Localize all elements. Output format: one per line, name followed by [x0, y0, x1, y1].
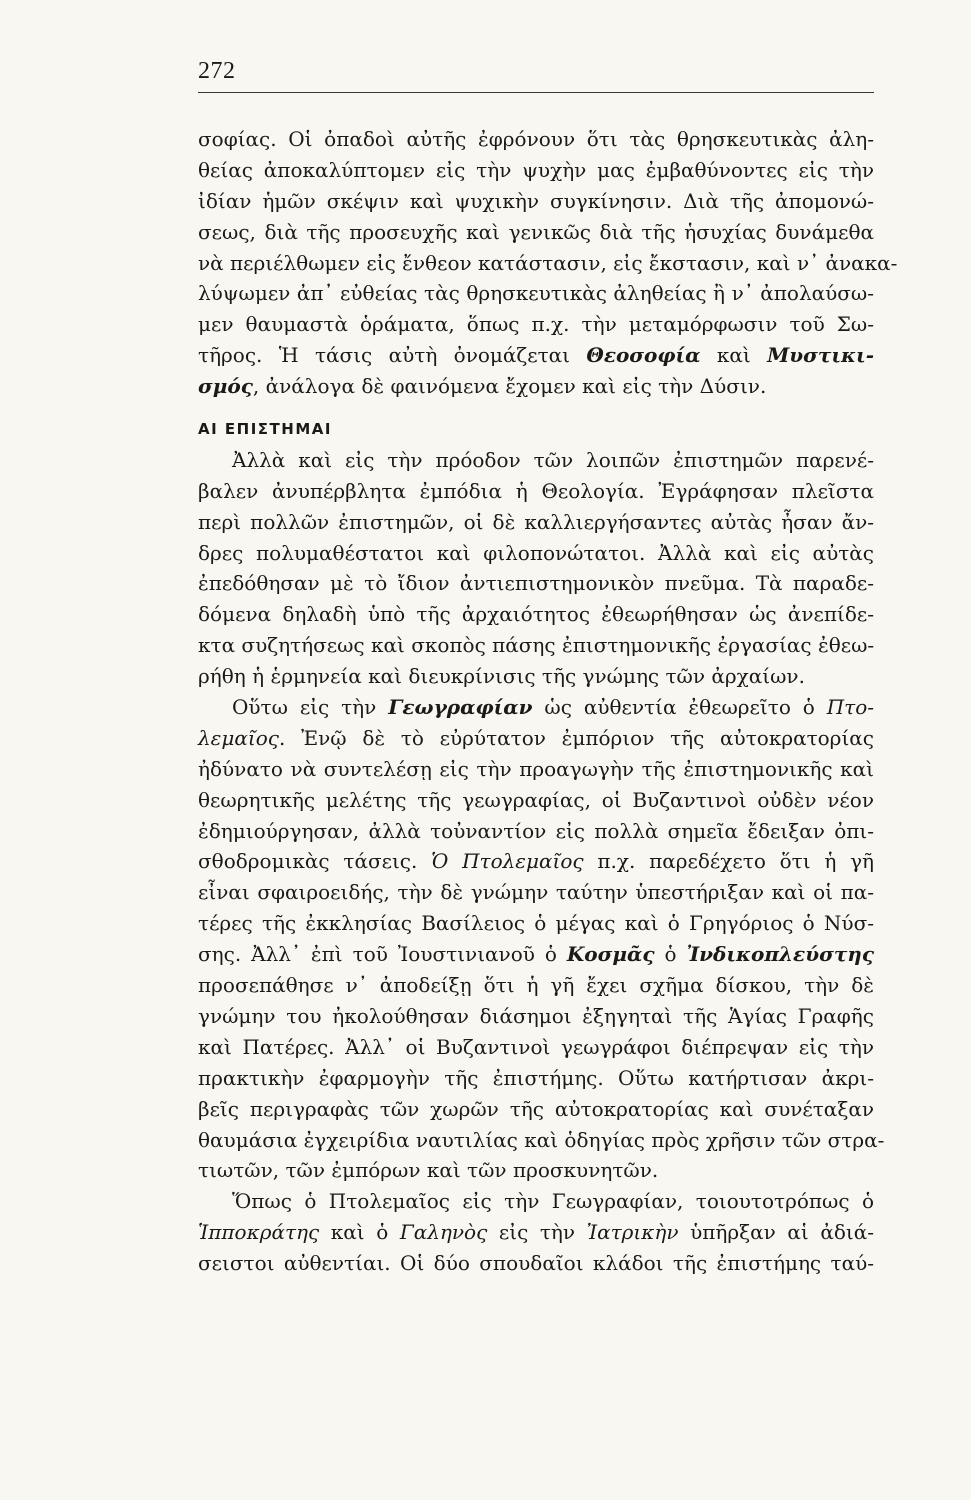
text-line: σεως, διὰ τῆς προσευχῆς καὶ γενικῶς διὰ τῆς ἡσυχίας δυνάμεθα: [198, 219, 874, 244]
text-line: ρήθη ἡ ἑρμηνεία καὶ διευκρίνισις τῆς γνώμης τῶν ἀρχαίων.: [198, 664, 805, 689]
text-line: καὶ Πατέρες. Ἀλλ᾽ οἱ Βυζαντινοὶ γεωγράφοι διέπρεψαν εἰς τὴν: [198, 1034, 874, 1059]
paragraph-sciences: [198, 445, 874, 692]
name-indikopleustes: Ἰνδικοπλεύστης: [686, 942, 874, 967]
text-line: σοφίας. Οἱ ὀπαδοὶ αὐτῆς ἐφρόνουν ὅτι τὰς θρησκευτικὰς ἀλη-: [198, 127, 874, 151]
term-medicine: Ἰατρικὴν: [586, 1220, 679, 1245]
text-run: π.χ. παρεδέχετο ὅτι ἡ γῆ: [583, 849, 875, 874]
name-ptolemy-end: λεμαῖος: [198, 725, 279, 750]
name-hippocrates: Ἱπποκράτης: [198, 1220, 320, 1245]
text-line: [198, 371, 874, 402]
text-run: σθοδρομικὰς τάσεις.: [198, 849, 432, 874]
term-mysticism-end: σμός: [198, 374, 253, 399]
text-line: δόμενα δηλαδὴ ὑπὸ τῆς ἀρχαιότητος ἐθεωρήθησαν ὡς ἀνεπίδε-: [198, 602, 874, 627]
text-run: . Ἐνῷ δὲ τὸ εὐρύτατον ἐμπόριον τῆς αὐτοκρατορίας: [279, 725, 874, 750]
text-line: σειστοι αὐθεντίαι. Οἱ δύο σπουδαῖοι κλάδοι τῆς ἐπιστήμης ταύ-: [198, 1251, 874, 1276]
text-run: , ἀνάλογα δὲ φαινόμενα ἔχομεν καὶ εἰς τὴν Δύσιν.: [252, 374, 767, 399]
text-run: Οὕτω εἰς τὴν: [232, 695, 389, 720]
text-line: βεῖς περιγραφὰς τῶν χωρῶν τῆς αὐτοκρατορίας καὶ συνέταξαν: [198, 1096, 874, 1121]
text-line: [198, 846, 874, 877]
text-run: ὡς αὐθεντία ἐθεωρεῖτο ὁ: [532, 695, 827, 720]
term-theosophy: Θεοσοφία: [586, 343, 701, 368]
name-galen: Γαληνὸς: [399, 1220, 488, 1245]
text-run: εἰς τὴν: [487, 1220, 587, 1245]
page-number: 272: [198, 58, 236, 84]
text-line: [198, 1217, 874, 1248]
text-line: τιωτῶν, τῶν ἐμπόρων καὶ τῶν προσκυνητῶν.: [198, 1158, 659, 1183]
section-heading: ΑΙ ΕΠΙΣΤΗΜΑΙ: [198, 420, 332, 439]
text-line: ἐδημιούργησαν, ἀλλὰ τοὐναντίον εἰς πολλὰ σημεῖα ἔδειξαν ὀπι-: [198, 818, 874, 843]
text-line: νὰ περιέλθωμεν εἰς ἔνθεον κατάστασιν, εἰς ἔκστασιν, καὶ ν᾽ ἀνακα-: [198, 250, 898, 275]
text-line: εἶναι σφαιροειδής, τὴν δὲ γνώμην ταύτην ὑπεστήριξαν καὶ οἱ πα-: [198, 880, 874, 905]
text-line: βαλεν ἀνυπέρβλητα ἐμπόδια ἡ Θεολογία. Ἐγράφησαν πλεῖστα: [198, 478, 874, 503]
text-line: μεν θαυμαστὰ ὁράματα, ὅπως π.χ. τὴν μεταμόρφωσιν τοῦ Σω-: [198, 312, 874, 337]
text-line: δρες πολυμαθέστατοι καὶ φιλοπονώτατοι. Ἀλλὰ καὶ εἰς αὐτὰς: [198, 540, 874, 565]
text-column: [198, 124, 898, 1279]
text-line: [198, 723, 874, 754]
paragraph-geography: [198, 692, 885, 1186]
text-line: κτα συζητήσεως καὶ σκοπὸς πάσης ἐπιστημονικῆς ἐργασίας ἐθεω-: [198, 633, 875, 658]
text-line: θαυμάσια ἐγχειρίδια ναυτιλίας καὶ ὁδηγίας πρὸς χρῆσιν τῶν στρα-: [198, 1127, 885, 1152]
text-line: ἠδύνατο νὰ συντελέσῃ εἰς τὴν προαγωγὴν τῆς ἐπιστημονικῆς καὶ: [198, 756, 874, 781]
text-run: ὁ: [654, 942, 687, 967]
paragraph-theosophy: [198, 124, 898, 402]
text-run: τῆρος. Ἡ τάσις αὐτὴ ὀνομάζεται: [198, 343, 587, 368]
term-geography: Γεωγραφίαν: [388, 695, 533, 720]
text-line: λύψωμεν ἀπ᾽ εὐθείας τὰς θρησκευτικὰς ἀληθείας ἢ ν᾽ ἀπολαύσω-: [198, 281, 874, 306]
text-line: [198, 340, 874, 371]
text-line: Ἀλλὰ καὶ εἰς τὴν πρόοδον τῶν λοιπῶν ἐπιστημῶν παρενέ-: [232, 447, 874, 472]
name-ptolemy-2: Ὁ Πτολεμαῖος: [431, 849, 584, 874]
header-rule: [198, 92, 874, 93]
section-spacer: [198, 402, 874, 412]
text-line: Ὅπως ὁ Πτολεμαῖος εἰς τὴν Γεωγραφίαν, τοιουτοτρόπως ὁ: [232, 1189, 874, 1214]
text-line: τέρες τῆς ἐκκλησίας Βασίλειος ὁ μέγας καὶ ὁ Γρηγόριος ὁ Νύσ-: [198, 911, 874, 936]
text-run: καὶ ὁ: [319, 1220, 400, 1245]
text-line: γνώμην του ἠκολούθησαν διάσημοι ἐξηγηταὶ τῆς Ἁγίας Γραφῆς: [198, 1003, 874, 1028]
text-line: ἐπεδόθησαν μὲ τὸ ἴδιον ἀντιεπιστημονικὸν πνεῦμα. Τὰ παραδε-: [198, 571, 874, 596]
name-kosmas: Κοσμᾶς: [566, 942, 655, 967]
term-mysticism: Μυστικι-: [767, 343, 875, 368]
text-line: ἰδίαν ἡμῶν σκέψιν καὶ ψυχικὴν συγκίνησιν. Διὰ τῆς ἀπομονώ-: [198, 188, 874, 213]
text-run: ὑπῆρξαν αἱ ἀδιά-: [678, 1220, 874, 1245]
name-ptolemy: Πτο-: [826, 695, 874, 720]
text-run: καὶ: [700, 343, 768, 368]
text-run: σης. Ἀλλ᾽ ἐπὶ τοῦ Ἰουστινιανοῦ ὁ: [198, 942, 567, 967]
text-line: προσεπάθησε ν᾽ ἀποδείξῃ ὅτι ἡ γῆ ἔχει σχῆμα δίσκου, τὴν δὲ: [198, 973, 874, 998]
text-line: περὶ πολλῶν ἐπιστημῶν, οἱ δὲ καλλιεργήσαντες αὐτὰς ἦσαν ἄν-: [198, 509, 874, 534]
text-line: πρακτικὴν ἐφαρμογὴν τῆς ἐπιστήμης. Οὕτω κατήρτισαν ἀκρι-: [198, 1065, 874, 1090]
paragraph-medicine: [198, 1186, 874, 1279]
text-line: [198, 692, 874, 723]
text-line: θεωρητικῆς μελέτης τῆς γεωγραφίας, οἱ Βυζαντινοὶ οὐδὲν νέον: [198, 787, 874, 812]
text-line: [198, 939, 874, 970]
text-line: θείας ἀποκαλύπτομεν εἰς τὴν ψυχὴν μας ἐμβαθύνοντες εἰς τὴν: [198, 157, 874, 182]
